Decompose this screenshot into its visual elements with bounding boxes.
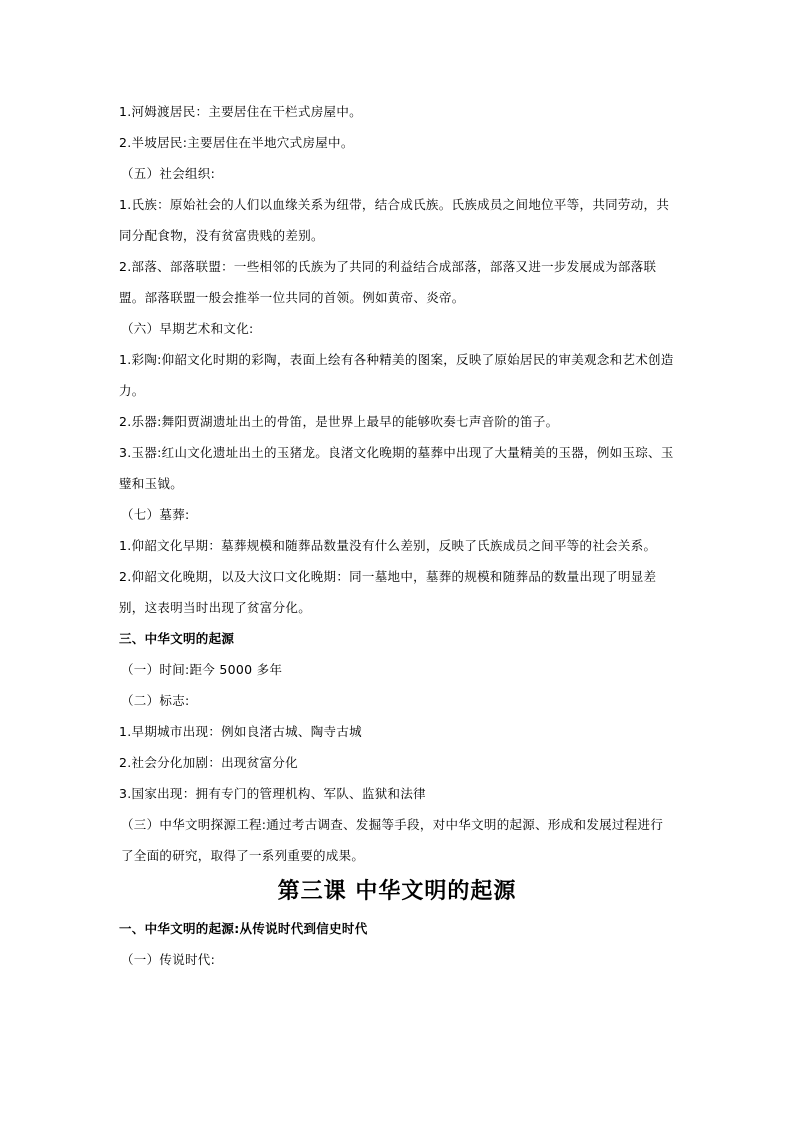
paragraph-early-yangshao-burials: 1.仰韶文化早期：墓葬规模和随葬品数量没有什么差别，反映了氏族成员之间平等的社会关系。 <box>119 538 657 553</box>
section-heading-signs: （二）标志: <box>121 693 190 708</box>
paragraph-tribe-alliance: 2.部落、部落联盟：一些相邻的氏族为了共同的利益结合成部落，部落又进一步发展成为部落联盟。部落联盟一般会推举一位共同的首领。例如黄帝、炎帝。 <box>119 259 657 305</box>
paragraph-banpo-housing: 2.半坡居民:主要居住在半地穴式房屋中。 <box>119 135 354 150</box>
section-heading-burials: （七）墓葬: <box>121 507 190 522</box>
paragraph-hemudu-housing: 1.河姆渡居民：主要居住在干栏式房屋中。 <box>119 104 362 119</box>
paragraph-time: （一）时间:距今 5000 多年 <box>121 662 283 677</box>
section-heading-origin-of-civilization: 三、中华文明的起源 <box>119 631 235 646</box>
paragraph-origin-project: （三）中华文明探源工程:通过考古调查、发掘等手段，对中华文明的起源、形成和发展过程进行了全面的研究，取得了一系列重要的成果。 <box>121 817 664 863</box>
section-heading-early-art-culture: （六）早期艺术和文化: <box>121 321 254 336</box>
paragraph-social-differentiation: 2.社会分化加剧：出现贫富分化 <box>119 755 298 770</box>
paragraph-painted-pottery: 1.彩陶:仰韶文化时期的彩陶，表面上绘有各种精美的图案，反映了原始居民的审美观念和艺术创造力。 <box>119 352 674 398</box>
paragraph-late-yangshao-burials: 2.仰韶文化晚期，以及大汶口文化晚期：同一墓地中，墓葬的规模和随葬品的数量出现了明显差别，这表明当时出现了贫富分化。 <box>119 569 657 615</box>
chapter-title: 第三课 中华文明的起源 <box>277 879 517 904</box>
section-heading-legend-to-history: 一、中华文明的起源:从传说时代到信史时代 <box>119 921 368 936</box>
paragraph-clan: 1.氏族：原始社会的人们以血缘关系为纽带，结合成氏族。氏族成员之间地位平等，共同劳动，共同分配食物，没有贫富贵贱的差别。 <box>119 197 670 243</box>
paragraph-early-cities: 1.早期城市出现：例如良渚古城、陶寺古城 <box>119 724 362 739</box>
section-heading-social-organization: （五）社会组织: <box>121 166 216 181</box>
paragraph-jade-ware: 3.玉器:红山文化遗址出土的玉猪龙。良渚文化晚期的墓葬中出现了大量精美的玉器，例如玉琮、玉璧和玉钺。 <box>119 445 674 491</box>
paragraph-state-emergence: 3.国家出现：拥有专门的管理机构、军队、监狱和法律 <box>119 786 426 801</box>
document-page <box>119 96 675 975</box>
section-heading-legendary-era: （一）传说时代: <box>121 952 216 967</box>
paragraph-musical-instrument: 2.乐器:舞阳贾湖遗址出土的骨笛，是世界上最早的能够吹奏七声音阶的笛子。 <box>119 414 559 429</box>
